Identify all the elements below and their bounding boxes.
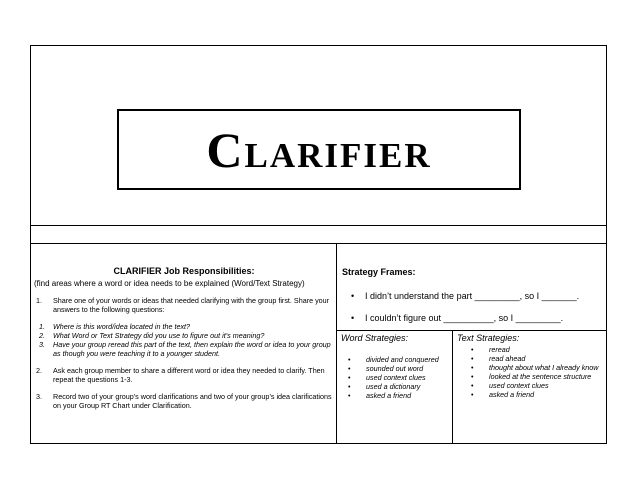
- question-text: What Word or Text Strategy did you use to figure out it’s meaning?: [53, 331, 265, 340]
- strategy-text: sounded out word: [366, 364, 424, 373]
- text-strategies-list: [466, 345, 601, 399]
- list-item: [466, 390, 601, 399]
- list-item: [343, 355, 451, 364]
- strategy-text: used context clues: [489, 381, 549, 390]
- strategy-divider: [336, 330, 607, 331]
- frame-text: I didn’t understand the part _________, so I _______.: [365, 291, 580, 301]
- item-number: 1.: [36, 296, 42, 305]
- item-number: 3.: [36, 392, 42, 401]
- list-item: [36, 296, 334, 314]
- bullet-icon: •: [471, 354, 474, 363]
- list-item: [343, 364, 451, 373]
- table-header-divider: [30, 243, 607, 244]
- strategy-text: divided and conquered: [366, 355, 439, 364]
- bullet-icon: •: [348, 373, 351, 382]
- strategy-column-divider: [452, 330, 453, 444]
- list-item: [466, 354, 601, 363]
- strategy-text: reread: [489, 345, 510, 354]
- strategy-text: used a dictionary: [366, 382, 421, 391]
- word-strategies-heading: Word Strategies:: [341, 333, 409, 343]
- list-item: [343, 373, 451, 382]
- list-item: [343, 382, 451, 391]
- item-number: 2.: [36, 366, 42, 375]
- item-text: Ask each group member to share a different word or idea they needed to clarify. Then repeat the questions 1-3.: [53, 366, 325, 384]
- page-title: Clarifier: [206, 121, 432, 178]
- strategy-text: thought about what I already know: [489, 363, 599, 372]
- question-number: 2.: [39, 331, 45, 340]
- column-divider: [336, 243, 337, 444]
- frame-text: I couldn’t figure out __________, so I _________.: [365, 313, 564, 323]
- responsibilities-section: [34, 266, 334, 410]
- list-item: [466, 381, 601, 390]
- responsibilities-list: [34, 296, 334, 410]
- bullet-icon: •: [471, 363, 474, 372]
- strategy-text: asked a friend: [366, 391, 412, 400]
- title-box: [117, 109, 521, 190]
- strategy-text: looked at the sentence structure: [489, 372, 592, 381]
- bullet-icon: •: [471, 345, 474, 354]
- bullet-icon: •: [348, 382, 351, 391]
- responsibilities-subheading: (find areas where a word or idea needs to be explained (Word/Text Strategy): [34, 279, 305, 288]
- bullet-icon: •: [351, 313, 355, 323]
- table-top-border: [30, 225, 607, 226]
- strategy-text: asked a friend: [489, 390, 535, 399]
- list-item: [39, 331, 334, 340]
- bullet-icon: •: [348, 355, 351, 364]
- bullet-icon: •: [348, 391, 351, 400]
- list-item: [39, 340, 334, 358]
- strategy-text: used context clues: [366, 373, 426, 382]
- question-number: 3.: [39, 340, 45, 349]
- bullet-icon: •: [471, 372, 474, 381]
- item-text: Share one of your words or ideas that needed clarifying with the group first. Share your answers to the following questions:: [53, 296, 330, 314]
- question-number: 1.: [39, 322, 45, 331]
- list-item: [466, 345, 601, 354]
- list-item: [39, 322, 334, 331]
- list-item: [466, 372, 601, 381]
- bullet-icon: •: [471, 390, 474, 399]
- bullet-icon: •: [351, 291, 355, 301]
- question-text: Where is this word/idea located in the text?: [53, 322, 191, 331]
- list-item: [343, 391, 451, 400]
- text-strategies-heading: Text Strategies:: [457, 333, 520, 343]
- list-item: [466, 363, 601, 372]
- list-item: [36, 392, 334, 410]
- question-text: Have your group reread this part of the text, then explain the word or idea to your group as though you were teaching it to a younger student.: [53, 340, 331, 358]
- list-item: [36, 366, 334, 384]
- questions-list: [39, 322, 334, 358]
- strategy-frame: [351, 313, 563, 324]
- strategy-text: read ahead: [489, 354, 526, 363]
- word-strategies-list: [343, 355, 451, 400]
- responsibilities-heading: CLARIFIER Job Responsibilities:: [113, 266, 255, 276]
- bullet-icon: •: [471, 381, 474, 390]
- strategy-frame: [351, 291, 579, 302]
- strategy-frames-heading: Strategy Frames:: [342, 267, 416, 277]
- item-text: Record two of your group’s word clarifications and two of your group’s idea clarifications on your Group RT Chart under Clarification.: [53, 392, 332, 410]
- bullet-icon: •: [348, 364, 351, 373]
